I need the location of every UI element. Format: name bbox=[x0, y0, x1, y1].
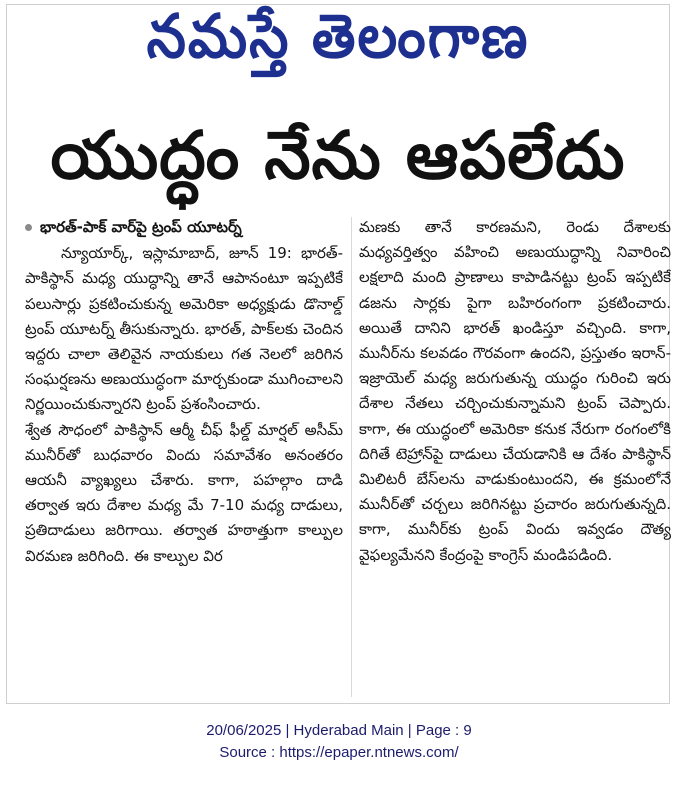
article-column-right bbox=[359, 215, 671, 568]
footer-source[interactable]: Source : https://epaper.ntnews.com/ bbox=[219, 744, 459, 761]
masthead-title: నమస్తే తెలంగాణ bbox=[146, 1, 530, 72]
footer-date-edition: 20/06/2025 | Hyderabad Main | Page : 9 bbox=[206, 722, 472, 739]
article-headline bbox=[7, 115, 669, 211]
kicker-text: భారత్‌-పాక్‌ వార్‌పై ట్రంప్‌ యూటర్న్‌ bbox=[40, 218, 242, 236]
article-paragraph: మణకు తానే కారణమని, రెండు దేశాలకు మధ్యవర్తిత్వం వహించి అణుయుద్ధాన్ని నివారించి లక్షలాది మంది ప్రాణాలు కాపాడినట్టు ట్రంప్‌ ఇప్పటికే డజను సార్లకు పైగా బహిరంగంగా ప్రకటించారు. అయితే దానిని భారత్‌ ఖండిస్తూ వచ్చింది. కాగా, మునీర్‌ను కలవడం గౌరవంగా ఉందని, ప్రస్తుతం ఇరాన్‌-ఇజ్రాయెల్‌ మధ్య జరుగుతున్న యుద్ధం గురించి ఇరు దేశాల నేతలు చర్చించుకున్నామని ట్రంప్‌ చెప్పారు. కాగా, ఈ యుద్ధంలో అమెరికా కనుక నేరుగా రంగంలోకి దిగితే టెహ్రాన్‌పై దాడులు చేయడానికి ఆ దేశం పాకిస్థాన్‌ మిలిటరీ బేస్‌లను వాడుకుంటుందని, ఈ క్రమంలోనే మునీర్‌తో చర్చలు జరిగినట్టు ప్రచారం జరుగుతున్నది. కాగా, మునీర్‌కు ట్రంప్‌ విందు ఇవ్వడం దౌత్య వైఫల్యమేనని కేంద్రంపై కాంగ్రెస్‌ మండిపడింది. bbox=[359, 218, 671, 564]
article-kicker bbox=[25, 215, 343, 240]
bullet-icon bbox=[25, 224, 32, 231]
column-divider bbox=[351, 217, 352, 697]
newspaper-masthead bbox=[7, 1, 669, 79]
clipping-frame bbox=[6, 1, 671, 704]
clipping-footer bbox=[0, 720, 678, 764]
article-paragraph: న్యూయార్క్‌, ఇస్లామాబాద్‌, జూన్‌ 19: భారత్‌-పాకిస్థాన్‌ మధ్య యుద్ధాన్ని తానే ఆపానంటూ ఇప్పటికే పలుసార్లు ప్రకటించుకున్న అమెరికా అధ్యక్షుడు డొనాల్డ్‌ ట్రంప్‌ యూటర్న్‌ తీసుకున్నారు. భారత్‌, పాక్‌లకు చెందిన ఇద్దరు చాలా తెలివైన నాయకులు గత నెలలో జరిగిన సంఘర్షణను అణుయుద్ధంగా మార్చకుండా ముగించాలని నిర్ణయించుకున్నారని ట్రంప్‌ ప్రశంసించారు. bbox=[25, 244, 343, 414]
article-paragraph: శ్వేత సౌధంలో పాకిస్థాన్‌ ఆర్మీ చీఫ్‌ ఫీల్డ్‌ మార్షల్‌ అసీమ్‌ మునీర్‌తో బుధవారం విందు సమావేశం అనంతరం ఆయనీ వ్యాఖ్యలు చేశారు. కాగా, పహల్గాం దాడి తర్వాత ఇరు దేశాల మధ్య మే 7-10 మధ్య దాడులు, ప్రతిదాడులు జరిగాయి. తర్వాత హఠాత్తుగా కాల్పుల విరమణ జరిగింది. ఈ కాల్పుల విర bbox=[25, 420, 343, 565]
headline-text: యుద్ధం నేను ఆపలేదు bbox=[50, 116, 626, 194]
article-column-left bbox=[25, 215, 343, 569]
